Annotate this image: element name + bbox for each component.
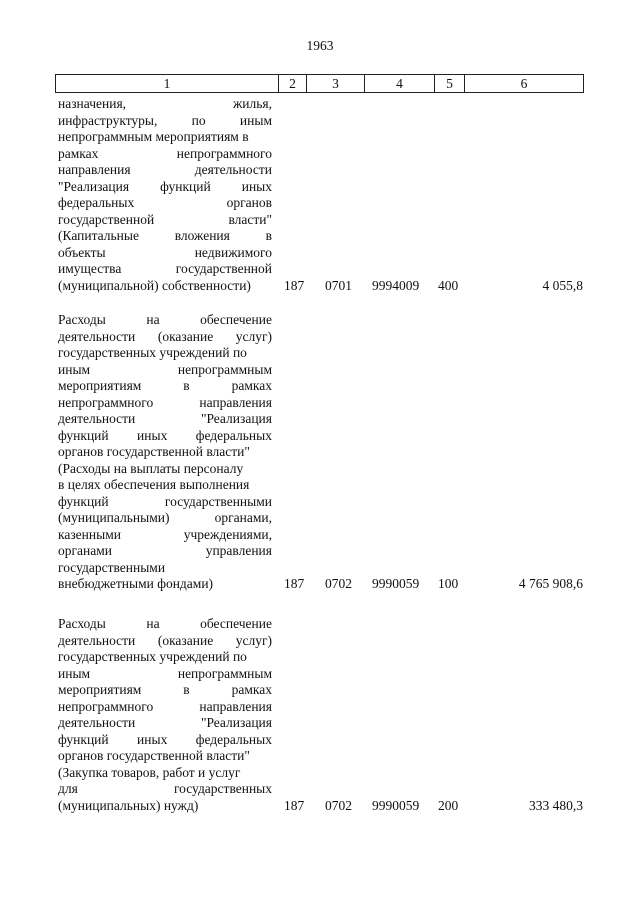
description-word: мероприятиям [58,378,142,393]
description-line [58,261,272,278]
header-cell-2: 2 [278,75,306,92]
description-line [58,146,272,163]
description-word: направления [199,698,272,714]
table-header [55,74,584,93]
description-word: жилья, [232,96,272,111]
description-line [58,96,272,113]
description-line [58,195,272,212]
description-word: на [146,616,160,631]
description-line [58,129,272,146]
description-word: рамках [231,378,272,393]
description-word: государственной [175,261,272,276]
description-word: иным [239,112,272,128]
description-word: федеральных [195,427,272,443]
description-word: функций [58,731,109,747]
description-word: власти" [228,211,272,227]
amount: 333 480,3 [529,797,583,813]
description-line [58,560,272,577]
description-word: инфраструктуры, [58,112,158,128]
description-word: "Реализация [58,178,130,194]
description-word: деятельности [194,162,272,177]
description-word: учреждениями, [183,526,272,542]
description-word: управления [205,543,272,558]
description-line [58,345,272,362]
description-word: обеспечение [200,312,272,327]
description-line [58,179,272,196]
description-word: непрограммным [177,665,272,681]
table-row [58,312,583,593]
expense-type-code: 200 [438,797,459,813]
section-code: 0702 [325,797,352,813]
description-line [58,461,272,478]
description-line [58,477,272,494]
description-line [58,510,272,527]
description-word: органов государственной власти" [58,444,250,459]
description-word: по [191,112,206,128]
row-description [58,616,272,814]
description-line [58,212,272,229]
description-word: иным [58,361,91,377]
description-line [58,362,272,379]
description-word: деятельности [58,715,136,730]
description-line [58,113,272,130]
description-word: деятельности [58,411,136,426]
expense-type-code: 400 [438,277,459,293]
description-line [58,682,272,699]
row-description [58,312,272,593]
description-line [58,715,272,732]
description-word: "Реализация [200,411,272,426]
target-article-code: 9994009 [372,277,420,293]
target-article-code: 9990059 [372,576,420,591]
description-line [58,666,272,683]
description-word: обеспечение [200,616,272,631]
row-codes [58,278,583,295]
description-word: назначения, [58,96,127,111]
description-line [58,444,272,461]
description-word: функций [58,427,109,443]
description-word: в [183,378,190,393]
description-line [58,781,272,798]
description-line [58,312,272,329]
description-word: федеральных [58,195,135,210]
description-word: федеральных [195,731,272,747]
description-word: услуг) [235,328,272,344]
description-word: непрограммным [177,361,272,377]
description-word: органов государственной власти" [58,748,250,763]
section-code: 0701 [325,277,352,293]
description-word: непрограммного [58,698,154,714]
target-article-code: 9990059 [372,797,420,813]
description-word: для [58,781,78,796]
description-line [58,633,272,650]
description-word: в целях обеспечения выполнения [58,477,250,492]
ved-code: 187 [284,576,305,591]
description-word: (Расходы на выплаты персоналу [58,460,244,476]
description-word: казенными [58,526,121,542]
description-word: (Капитальные [58,228,139,243]
description-word: недвижимого [194,244,272,260]
description-line [58,748,272,765]
description-word: органами [58,543,113,558]
description-word: (Закупка товаров, работ и услуг [58,764,241,780]
description-word: функций [58,493,109,509]
description-line [58,428,272,445]
page-number: 1963 [306,38,334,53]
row-codes [58,798,583,815]
table-row [58,616,583,814]
description-word: "Реализация [200,715,272,730]
description-line [58,395,272,412]
description-line [58,699,272,716]
description-line [58,329,272,346]
description-word: иных [137,731,168,747]
header-cell-4: 4 [364,75,434,92]
description-word: непрограммного [176,145,272,161]
description-word: иных [241,178,272,194]
description-word: (оказание [157,632,214,648]
description-line [58,411,272,428]
description-word: государственных учреждений по [58,345,247,360]
description-word: Расходы [58,312,106,327]
description-word: иных [137,427,168,443]
header-cell-1: 1 [55,75,278,92]
description-word: направления [199,394,272,410]
amount: 4 055,8 [542,277,583,293]
description-line [58,245,272,262]
description-word: рамках [231,682,272,697]
description-word: внебюджетными фондами) [58,576,214,591]
header-cell-3: 3 [306,75,364,92]
description-word: (муниципальных) нужд) [58,797,199,813]
section-code: 0702 [325,576,352,591]
description-word: на [146,312,160,327]
description-word: государственными [58,559,166,575]
description-word: в [265,228,272,243]
description-word: функций [160,178,211,194]
description-line [58,732,272,749]
description-word: непрограммным мероприятиям в [58,129,249,144]
description-line [58,494,272,511]
description-line [58,765,272,782]
description-line [58,543,272,560]
description-word: (оказание [157,328,214,344]
description-word: государственных [173,781,272,796]
description-word: деятельности [58,632,136,648]
header-cell-6: 6 [464,75,584,92]
header-cell-5: 5 [434,75,464,92]
description-word: государственной [58,211,155,227]
description-word: (муниципальными) [58,510,170,525]
description-word: иным [58,665,91,681]
description-word: органами, [214,510,272,525]
description-word: государственных учреждений по [58,649,247,664]
description-word: государственными [164,493,272,509]
description-word: имущества [58,261,122,276]
amount: 4 765 908,6 [518,576,583,591]
description-line [58,649,272,666]
description-word: деятельности [58,328,136,344]
table-row [58,96,583,294]
description-line [58,228,272,245]
description-word: в [183,682,190,697]
description-word: услуг) [235,632,272,648]
description-line [58,162,272,179]
description-word: объекты [58,244,106,260]
expense-type-code: 100 [438,576,459,591]
description-word: направления [58,162,131,177]
description-word: (муниципальной) собственности) [58,277,251,293]
description-word: органов [226,195,272,210]
description-line [58,527,272,544]
ved-code: 187 [284,277,305,293]
description-line [58,378,272,395]
ved-code: 187 [284,797,305,813]
description-line [58,616,272,633]
description-word: непрограммного [58,394,154,410]
description-word: мероприятиям [58,682,142,697]
description-word: вложения [174,228,230,243]
description-word: рамках [58,145,99,161]
row-codes [58,576,583,593]
row-description [58,96,272,294]
description-word: Расходы [58,616,106,631]
